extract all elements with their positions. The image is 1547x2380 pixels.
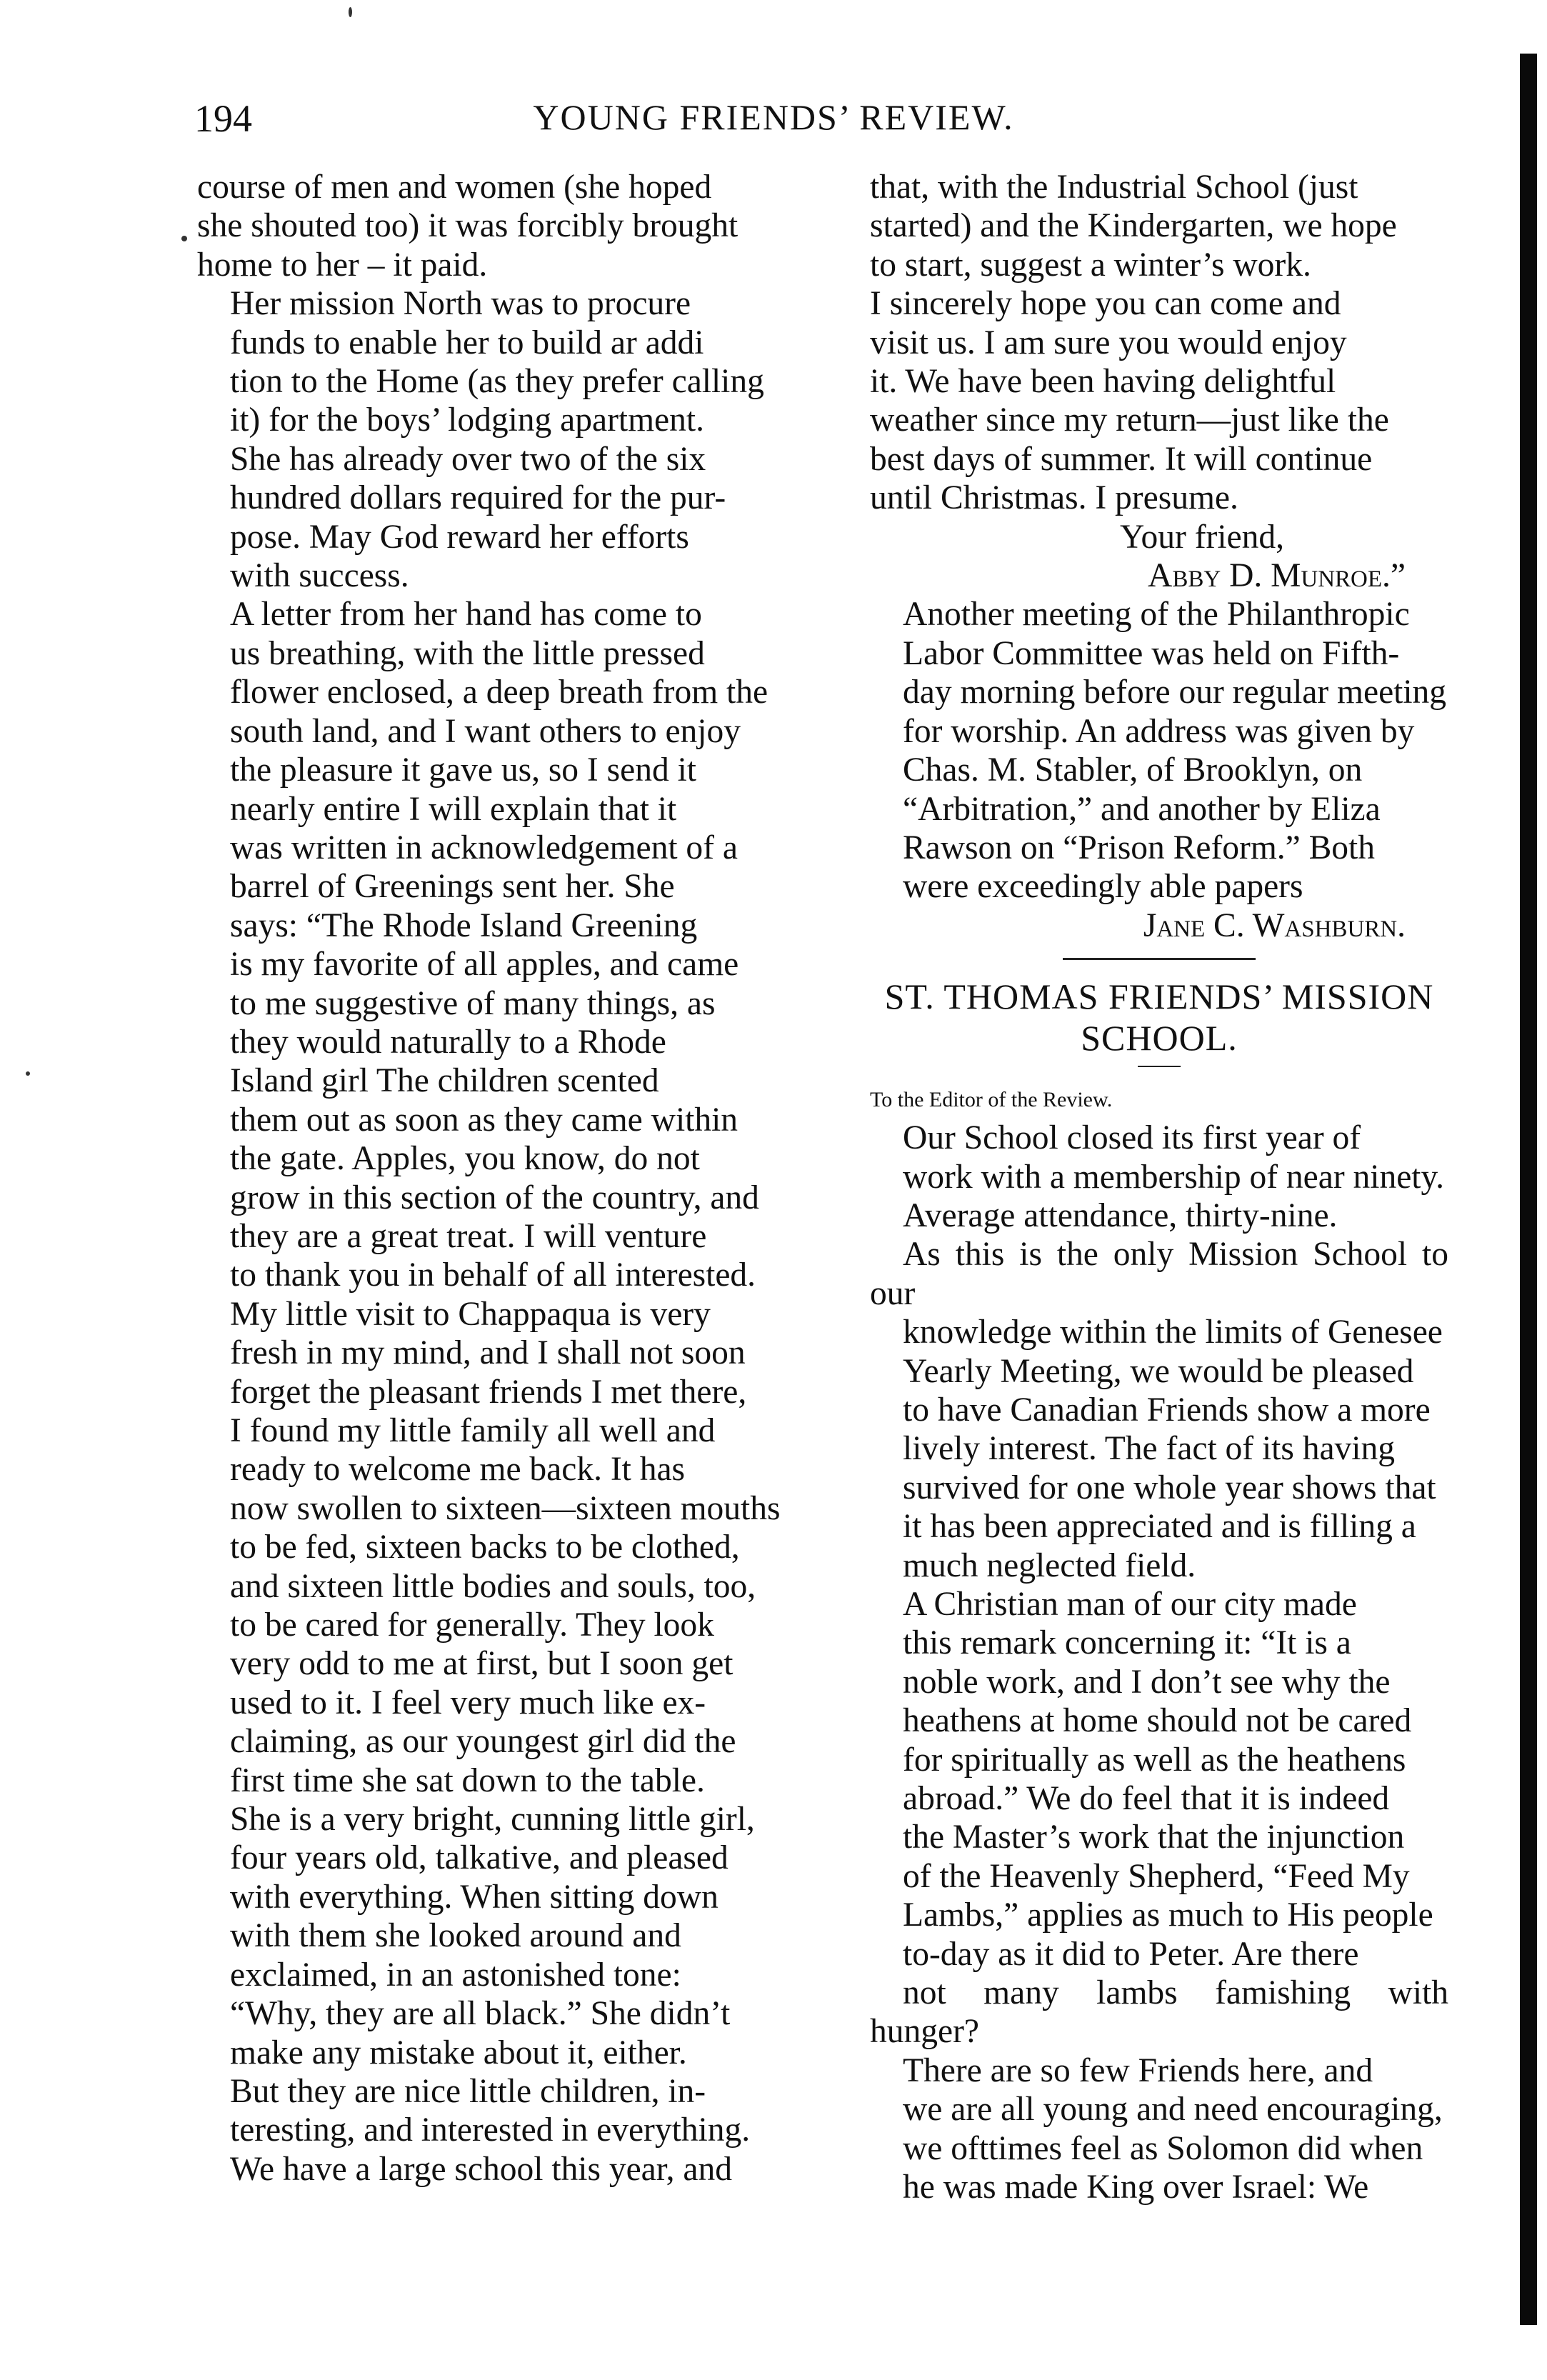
section-title-line: ST. THOMAS FRIENDS’ MISSION — [884, 976, 1434, 1017]
text-line: to be fed, sixteen backs to be clothed, — [230, 1529, 740, 1566]
text-line: claiming, as our youngest girl did the — [230, 1723, 736, 1761]
text-line: to start, suggest a winter’s work. — [870, 246, 1311, 284]
text-line: “Why, they are all black.” She didn’t — [230, 1995, 731, 2033]
paragraph — [197, 595, 826, 1294]
text-line: My little visit to Chappaqua is very — [230, 1295, 711, 1333]
letter-signature: Abby D. Munroe.” — [1148, 557, 1406, 595]
left-column — [197, 168, 826, 2189]
text-line: home to her – it paid. — [197, 246, 488, 284]
paragraph — [870, 595, 1448, 906]
text-line: ready to welcome me back. It has — [230, 1451, 686, 1489]
text-line: tion to the Home (as they prefer calling — [230, 363, 764, 401]
text-line: us breathing, with the little pressed — [230, 634, 705, 672]
text-line: to be cared for generally. They look — [230, 1606, 714, 1644]
text-line: and sixteen little bodies and souls, too, — [230, 1567, 756, 1605]
letter-closing: Your friend, — [1119, 518, 1285, 556]
text-line: As this is the only Mission School to our — [870, 1236, 1448, 1312]
text-line: But they are nice little children, in- — [230, 2072, 706, 2110]
page-header — [0, 96, 1547, 154]
text-line: for spiritually as well as the heathens — [903, 1741, 1406, 1779]
text-line: much neglected field. — [903, 1546, 1196, 1584]
text-line: survived for one whole year shows that — [903, 1469, 1436, 1506]
text-line: noble work, and I don’t see why the — [903, 1663, 1391, 1701]
paragraph — [870, 1235, 1448, 1585]
text-line: it) for the boys’ lodging apartment. — [230, 401, 704, 439]
text-line: Her mission North was to procure — [230, 285, 691, 323]
meeting-paragraph — [870, 595, 1448, 906]
text-line: the Master’s work that the injunction — [903, 1819, 1405, 1856]
text-line: teresting, and interested in everything. — [230, 2111, 751, 2149]
text-line: to thank you in behalf of all interested. — [230, 1256, 756, 1294]
scan-speck — [26, 1071, 30, 1076]
text-line: “Arbitration,” and another by Eliza — [903, 790, 1381, 828]
text-line: very odd to me at first, but I soon get — [230, 1645, 734, 1683]
text-line: make any mistake about it, either. — [230, 2034, 687, 2071]
title-underline — [1138, 1066, 1181, 1067]
text-line: We have a large school this year, and — [230, 2150, 732, 2188]
text-line: There are so few Friends here, and — [903, 2051, 1373, 2089]
text-line: day morning before our regular meeting — [903, 674, 1447, 711]
text-line: She is a very bright, cunning little girl, — [230, 1801, 755, 1839]
text-line: with success. — [230, 557, 409, 595]
text-line: work with a membership of near ninety. — [903, 1158, 1445, 1196]
text-line: was written in acknowledgement of a — [230, 829, 738, 866]
text-line: Rawson on “Prison Reform.” Both — [903, 829, 1375, 866]
text-line: used to it. I feel very much like ex- — [230, 1684, 706, 1721]
text-line: to me suggestive of many things, as — [230, 984, 716, 1022]
text-line: with them she looked around and — [230, 1917, 681, 1955]
text-line: we are all young and need encouraging, — [903, 2091, 1443, 2129]
text-line: until Christmas. I presume. — [870, 479, 1238, 517]
text-line: them out as soon as they came within — [230, 1101, 739, 1139]
text-line: they would naturally to a Rhode — [230, 1023, 666, 1061]
text-line: four years old, talkative, and pleased — [230, 1839, 729, 1877]
text-line: for worship. An address was given by — [903, 712, 1415, 750]
paragraph — [870, 2051, 1448, 2207]
text-line: first time she sat down to the table. — [230, 1761, 705, 1799]
text-line: Island girl The children scented — [230, 1062, 659, 1100]
text-line: abroad.” We do feel that it is indeed — [903, 1780, 1390, 1818]
text-line: A letter from her hand has come to — [230, 596, 702, 634]
text-line: visit us. I am sure you would enjoy — [870, 324, 1347, 361]
text-line: best days of summer. It will continue — [870, 440, 1373, 478]
text-line: I found my little family all well and — [230, 1412, 716, 1449]
paragraph — [870, 1585, 1448, 2051]
text-line: started) and the Kindergarten, we hope — [870, 207, 1397, 245]
text-line: lively interest. The fact of its having — [903, 1430, 1396, 1468]
text-line: the pleasure it gave us, so I send it — [230, 751, 696, 789]
text-line: Our School closed its first year of — [903, 1119, 1361, 1157]
text-line: flower enclosed, a deep breath from the — [230, 674, 769, 711]
text-line: She has already over two of the six — [230, 440, 706, 478]
text-line: A Christian man of our city made — [903, 1586, 1357, 1623]
letter-continuation — [870, 168, 1448, 518]
text-line: the gate. Apples, you know, do not — [230, 1140, 700, 1178]
text-line: weather since my return—just like the — [870, 401, 1389, 439]
text-line: pose. May God reward her efforts — [230, 518, 689, 556]
text-line: that, with the Industrial School (just — [870, 169, 1358, 206]
text-line: is my favorite of all apples, and came — [230, 946, 739, 984]
text-line: knowledge within the limits of Genesee — [903, 1314, 1443, 1351]
text-line: we ofttimes feel as Solomon did when — [903, 2129, 1423, 2167]
text-line: south land, and I want others to enjoy — [230, 712, 741, 750]
text-line: exclaimed, in an astonished tone: — [230, 1956, 681, 1994]
text-line: Another meeting of the Philanthropic — [903, 596, 1410, 634]
text-line: this remark concerning it: “It is a — [903, 1624, 1351, 1662]
text-line: Yearly Meeting, we would be pleased — [903, 1352, 1414, 1390]
text-line: it. We have been having delightful — [870, 363, 1336, 401]
text-line: funds to enable her to build ar addi — [230, 324, 704, 361]
text-line: not many lambs famishing with hunger? — [870, 1974, 1448, 2051]
school-article — [870, 1119, 1448, 2206]
text-line: now swollen to sixteen—sixteen mouths — [230, 1489, 781, 1527]
text-line: Average attendance, thirty-nine. — [903, 1196, 1338, 1234]
text-line: forget the pleasant friends I met there, — [230, 1373, 747, 1411]
paragraph — [870, 1119, 1448, 1235]
scan-speck — [181, 236, 187, 241]
text-line: to have Canadian Friends show a more — [903, 1391, 1431, 1429]
page-edge-shadow — [1520, 54, 1537, 2325]
section-divider — [1063, 958, 1256, 960]
text-line: grow in this section of the country, and — [230, 1179, 759, 1216]
paragraph — [870, 168, 1448, 518]
text-line: Labor Committee was held on Fifth- — [903, 634, 1400, 672]
text-line: course of men and women (she hoped — [197, 169, 712, 206]
text-line: of the Heavenly Shepherd, “Feed My — [903, 1857, 1410, 1895]
section-title-line: SCHOOL. — [1081, 1018, 1238, 1059]
text-line: says: “The Rhode Island Greening — [230, 906, 698, 944]
right-column — [870, 168, 1448, 2207]
text-line: to-day as it did to Peter. Are there — [903, 1935, 1359, 1973]
paragraph — [197, 284, 826, 595]
text-line: with everything. When sitting down — [230, 1878, 719, 1916]
text-line: it has been appreciated and is filling a — [903, 1508, 1416, 1546]
text-line: were exceedingly able papers — [903, 868, 1303, 906]
paragraph — [197, 168, 826, 284]
text-line: heathens at home should not be cared — [903, 1702, 1412, 1740]
editor-note: To the Editor of the Review. — [870, 1088, 1113, 1112]
page-number: 194 — [194, 97, 252, 140]
text-line: hundred dollars required for the pur- — [230, 479, 726, 517]
author-signature: Jane C. Washburn. — [1143, 906, 1406, 944]
text-line: he was made King over Israel: We — [903, 2169, 1369, 2206]
text-line: barrel of Greenings sent her. She — [230, 868, 675, 906]
text-line: nearly entire I will explain that it — [230, 790, 677, 828]
text-line: they are a great treat. I will venture — [230, 1217, 707, 1255]
paragraph — [197, 1295, 826, 2189]
text-line: Chas. M. Stabler, of Brooklyn, on — [903, 751, 1363, 789]
text-line: I sincerely hope you can come and — [870, 285, 1341, 323]
text-line: she shouted too) it was forcibly brought — [197, 207, 739, 245]
text-line: fresh in my mind, and I shall not soon — [230, 1334, 746, 1372]
running-title: YOUNG FRIENDS’ REVIEW. — [533, 97, 1014, 137]
scan-speck — [349, 7, 352, 17]
text-line: Lambs,” applies as much to His people — [903, 1896, 1433, 1934]
section-title — [870, 976, 1448, 1059]
